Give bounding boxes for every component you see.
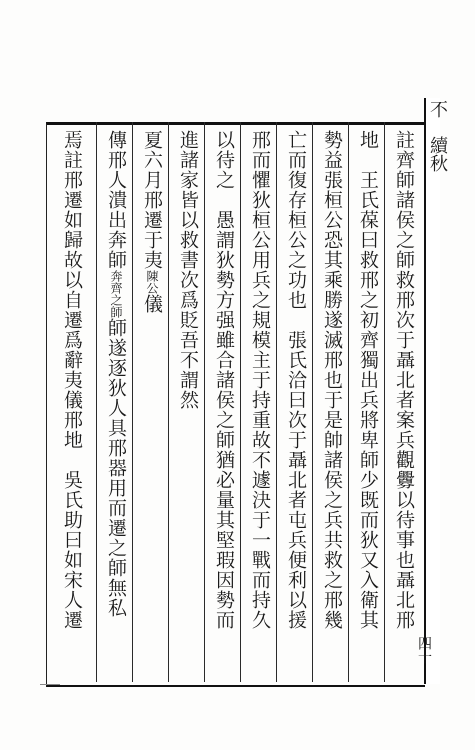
- text-column-10: 焉註邢遷如歸故以自遷爲辭夷儀邢地 吳氏助曰如宋人遷: [61, 130, 83, 630]
- text-column-3: 勢益張桓公恐其乘勝遂滅邢也于是帥諸侯之兵共救之邢幾: [321, 130, 343, 630]
- column-rule: [240, 122, 241, 682]
- text-column-9: [104, 130, 128, 618]
- folio-number: 四十: [416, 636, 432, 664]
- bottom-mark: [40, 684, 60, 699]
- column-9-main-1: 傳邢人潰出奔師: [105, 130, 127, 270]
- text-column-4: 亡而復存桓公之功也 張氏洽曰次于聶北者屯兵便利以援: [285, 130, 307, 630]
- text-column-2: 地 王氏葆曰救邢之初齊獨出兵將卑師少既而狄又入衛其: [357, 130, 379, 630]
- column-9-annotation: 奔齊之師: [109, 270, 123, 318]
- column-8-main-2: 儀: [141, 294, 163, 314]
- text-column-8: [140, 130, 164, 314]
- column-rule: [348, 122, 349, 682]
- column-rule: [168, 122, 169, 682]
- column-8-annotation: 陳公: [145, 270, 159, 294]
- text-column-1: 註齊師諸侯之師救邢次于聶北者案兵觀釁以待事也聶北邢: [393, 130, 415, 630]
- text-column-7: 進諸家皆以救書次爲貶吾不謂然: [177, 130, 199, 410]
- column-9-main-2: 師遂逐狄人具邢器用而遷之師無私: [105, 318, 127, 618]
- column-rule: [276, 122, 277, 682]
- column-rule: [96, 122, 97, 682]
- header-fragment: 不 續秋: [427, 100, 448, 172]
- page-frame-right-border: [424, 98, 440, 684]
- column-rule: [384, 122, 385, 682]
- column-rule: [132, 122, 133, 682]
- text-column-5: 邢而懼狄桓公用兵之規模主于持重故不遽決于一戰而持久: [249, 130, 271, 630]
- text-column-6: 以待之 愚謂狄勢方强雖合諸侯之師猶必量其堅瑕因勢而: [213, 130, 235, 630]
- column-rule: [204, 122, 205, 682]
- column-8-main-1: 夏六月邢遷于夷: [141, 130, 163, 270]
- column-rule: [312, 122, 313, 682]
